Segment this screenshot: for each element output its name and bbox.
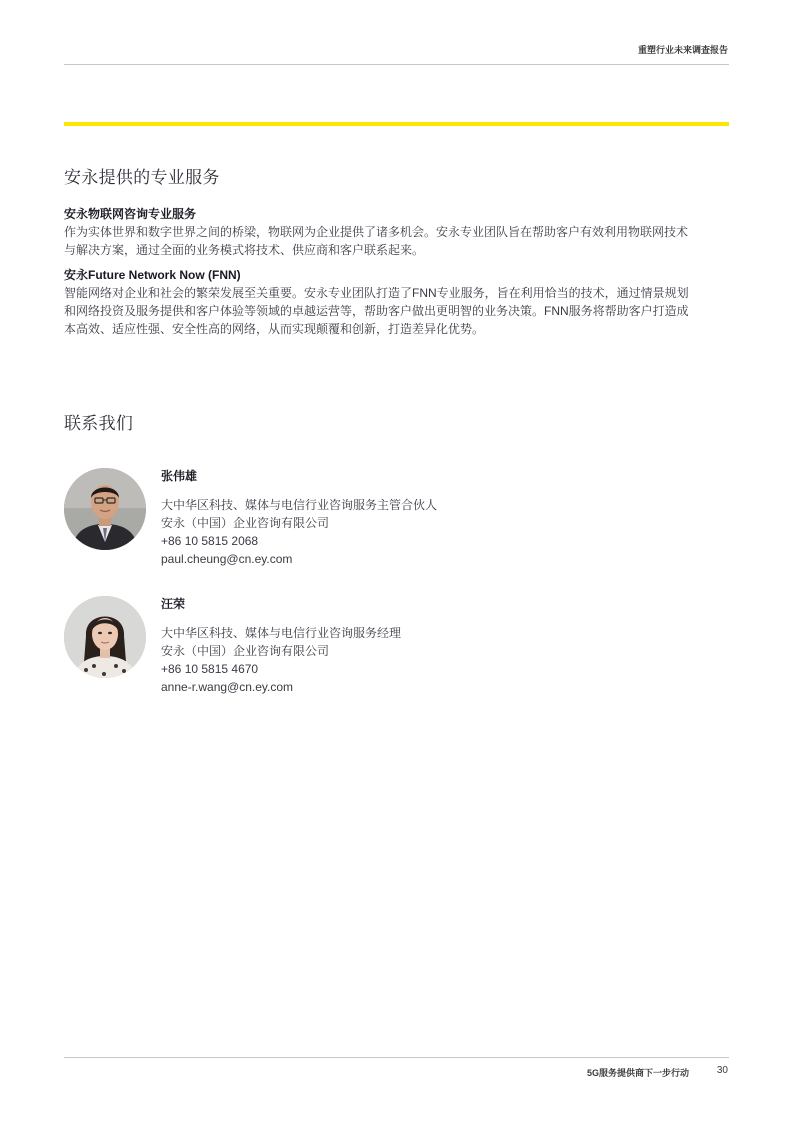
contact-info (161, 596, 401, 696)
service-title: 安永物联网咨询专业服务 (64, 207, 197, 221)
contact-name: 张伟雄 (161, 469, 198, 483)
page-number: 30 (716, 1065, 728, 1076)
running-footer: 5G服务提供商下一步行动 (586, 1068, 689, 1078)
contact-email[interactable]: paul.cheung@cn.ey.com (161, 552, 293, 566)
male-portrait-photo (64, 468, 146, 550)
contact-company: 安永（中国）企业咨询有限公司 (161, 516, 330, 530)
contact-company: 安永（中国）企业咨询有限公司 (161, 644, 330, 658)
services-heading: 安永提供的专业服务 (64, 168, 220, 187)
services-section (64, 163, 729, 346)
female-portrait-photo (64, 596, 146, 678)
running-header: 重塑行业未来调查报告 (637, 45, 728, 55)
description-line: 和网络投资及服务提供和客户体验等领域的卓越运营等，帮助客户做出更明智的业务决策。FNN服务将帮助客户打造成 (64, 304, 689, 318)
contact-info (161, 468, 437, 568)
yellow-accent-bar (64, 122, 729, 126)
contact-email[interactable]: anne-r.wang@cn.ey.com (161, 680, 294, 694)
service-description (64, 284, 729, 338)
contact-title: 大中华区科技、媒体与电信行业咨询服务经理 (161, 626, 402, 640)
contacts-section (64, 409, 729, 694)
description-line: 智能网络对企业和社会的繁荣发展至关重要。安永专业团队打造了FNN专业服务，旨在利用恰当的技术，通过情景规划 (64, 286, 689, 300)
service-fnn (64, 267, 729, 338)
description-line: 作为实体世界和数字世界之间的桥梁，物联网为企业提供了诸多机会。安永专业团队旨在帮助客户有效利用物联网技术 (64, 225, 689, 239)
header-divider (64, 64, 729, 65)
contact-card (64, 596, 729, 696)
contact-phone: +86 10 5815 2068 (161, 534, 259, 548)
service-description (64, 223, 729, 259)
contact-name: 汪荣 (161, 597, 186, 611)
service-title: 安永Future Network Now (FNN) (64, 268, 241, 282)
description-line: 与解决方案，通过全面的业务模式将技术、供应商和客户联系起来。 (64, 243, 425, 257)
footer-divider (64, 1057, 729, 1058)
service-iot (64, 206, 729, 259)
contacts-heading: 联系我们 (64, 414, 134, 433)
contact-title: 大中华区科技、媒体与电信行业咨询服务主管合伙人 (161, 498, 438, 512)
contact-phone: +86 10 5815 4670 (161, 662, 259, 676)
description-line: 本高效、适应性强、安全性高的网络，从而实现颠覆和创新，打造差异化优势。 (64, 322, 485, 336)
contact-card (64, 468, 729, 568)
